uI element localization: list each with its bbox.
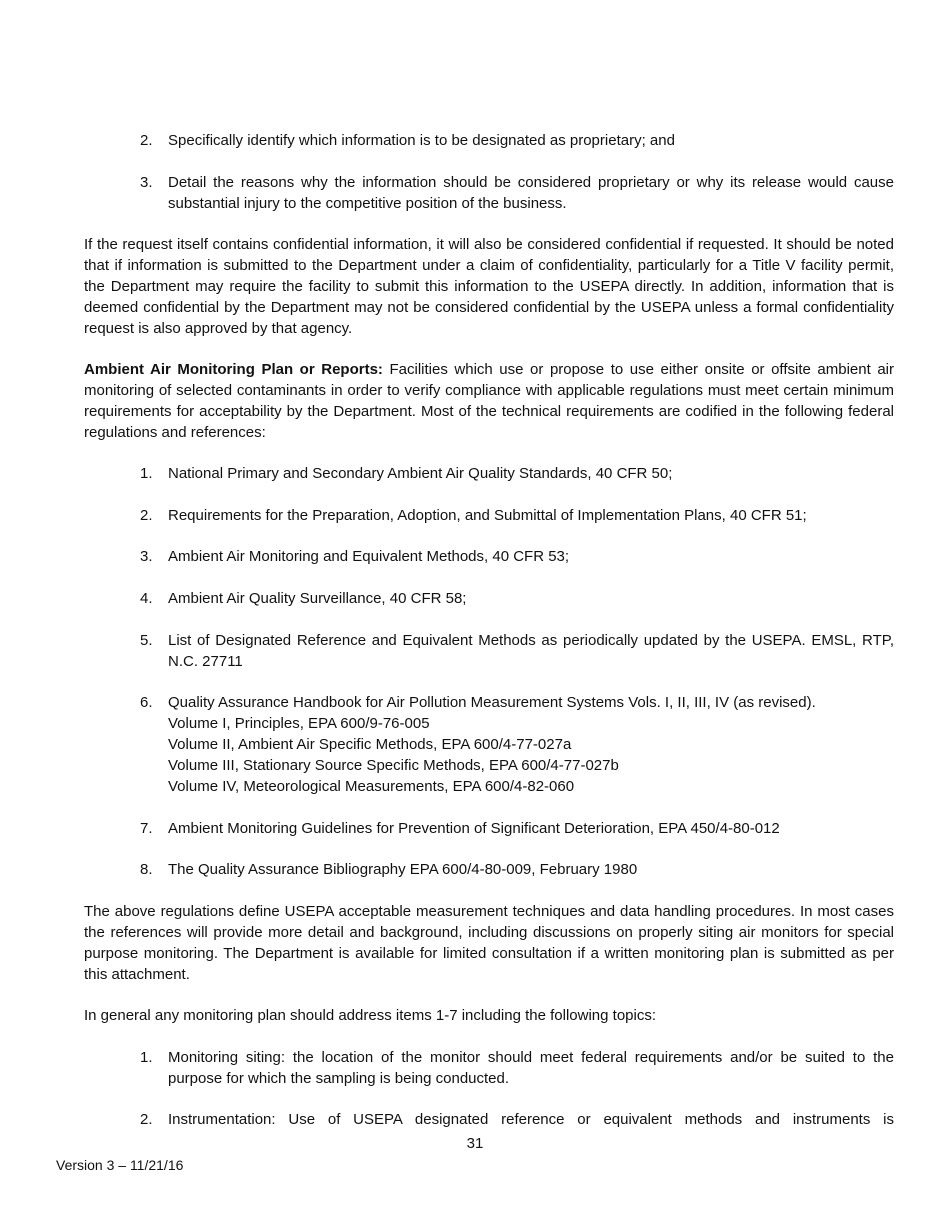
list-text: Detail the reasons why the information should be considered proprietary or why its release would cause substantial injury to the competitive position of the business.	[168, 174, 894, 212]
list-number: 3.	[140, 174, 153, 191]
list-item	[140, 588, 894, 609]
list-item	[140, 130, 894, 151]
volume-line: Volume II, Ambient Air Specific Methods, EPA 600/4-77-027a	[168, 736, 572, 753]
version-label: Version 3 – 11/21/16	[56, 1157, 184, 1173]
paragraph-text: Facilities which use or propose to use either onsite or offsite ambient air monitoring of selected contaminants in order to verify compliance with applicable regulations must meet certain minimum requirements for acceptability by the Department. Most of the technical requirements are codified in the following federal regulations and references:	[84, 361, 894, 441]
volume-line: Volume III, Stationary Source Specific Methods, EPA 600/4-77-027b	[168, 757, 619, 774]
list-text: Monitoring siting: the location of the monitor should meet federal requirements and/or be suited to the purpose for which the sampling is being conducted.	[168, 1049, 894, 1087]
list-text: List of Designated Reference and Equivalent Methods as periodically updated by the USEPA. EMSL, RTP, N.C. 27711	[168, 632, 894, 670]
list-text: Specifically identify which information is to be designated as proprietary; and	[168, 132, 675, 149]
volume-line: Volume I, Principles, EPA 600/9-76-005	[168, 715, 430, 732]
list-item	[140, 463, 894, 484]
list-text: Ambient Air Quality Surveillance, 40 CFR 58;	[168, 590, 467, 607]
list-item	[140, 692, 894, 797]
list-number: 1.	[140, 1049, 153, 1066]
list-text: Instrumentation: Use of USEPA designated reference or equivalent methods and instruments is	[168, 1111, 894, 1128]
list-number: 5.	[140, 632, 153, 649]
list-text: Quality Assurance Handbook for Air Pollution Measurement Systems Vols. I, II, III, IV (as revised).	[168, 694, 816, 711]
volume-line: Volume IV, Meteorological Measurements, EPA 600/4-82-060	[168, 778, 575, 795]
page-number: 31	[466, 1135, 484, 1152]
list-text: The Quality Assurance Bibliography EPA 600/4-80-009, February 1980	[168, 861, 638, 878]
list-number: 2.	[140, 507, 153, 524]
list-item	[140, 546, 894, 567]
paragraph-monitoring-plan-intro: In general any monitoring plan should address items 1-7 including the following topics:	[84, 1007, 656, 1024]
list-number: 1.	[140, 465, 153, 482]
list-item	[140, 1047, 894, 1089]
list-text: Ambient Monitoring Guidelines for Prevention of Significant Deterioration, EPA 450/4-80-012	[168, 820, 780, 837]
list-item	[140, 859, 894, 880]
list-item	[140, 172, 894, 214]
list-text: Ambient Air Monitoring and Equivalent Methods, 40 CFR 53;	[168, 548, 570, 565]
paragraph-regulations-summary: The above regulations define USEPA acceptable measurement techniques and data handling procedures. In most cases the references will provide more detail and background, including discussions on properly siting air monitors for special purpose monitoring. The Department is available for limited consultation if a written monitoring plan is submitted as per this attachment.	[84, 903, 894, 983]
paragraph-ambient-air-monitoring	[84, 359, 894, 443]
list-number: 8.	[140, 861, 153, 878]
paragraph-confidentiality: If the request itself contains confidential information, it will also be considered confidential if requested. It should be noted that if information is submitted to the Department under a claim of confidentiality, particularly for a Title V facility permit, the Department may require the facility to submit this information to the USEPA directly. In addition, information that is deemed confidential by the Department may not be considered confidential by the USEPA unless a formal confidentiality request is also approved by that agency.	[84, 236, 894, 337]
list-number: 2.	[140, 132, 153, 149]
section-heading: Ambient Air Monitoring Plan or Reports:	[84, 361, 383, 378]
list-item	[140, 1109, 894, 1130]
list-item	[140, 818, 894, 839]
list-item	[140, 630, 894, 672]
list-text: Requirements for the Preparation, Adoption, and Submittal of Implementation Plans, 40 CFR 51;	[168, 507, 807, 524]
list-number: 7.	[140, 820, 153, 837]
list-number: 2.	[140, 1111, 153, 1128]
list-item	[140, 505, 894, 526]
list-number: 4.	[140, 590, 153, 607]
list-text: National Primary and Secondary Ambient Air Quality Standards, 40 CFR 50;	[168, 465, 673, 482]
list-number: 3.	[140, 548, 153, 565]
list-number: 6.	[140, 694, 153, 711]
